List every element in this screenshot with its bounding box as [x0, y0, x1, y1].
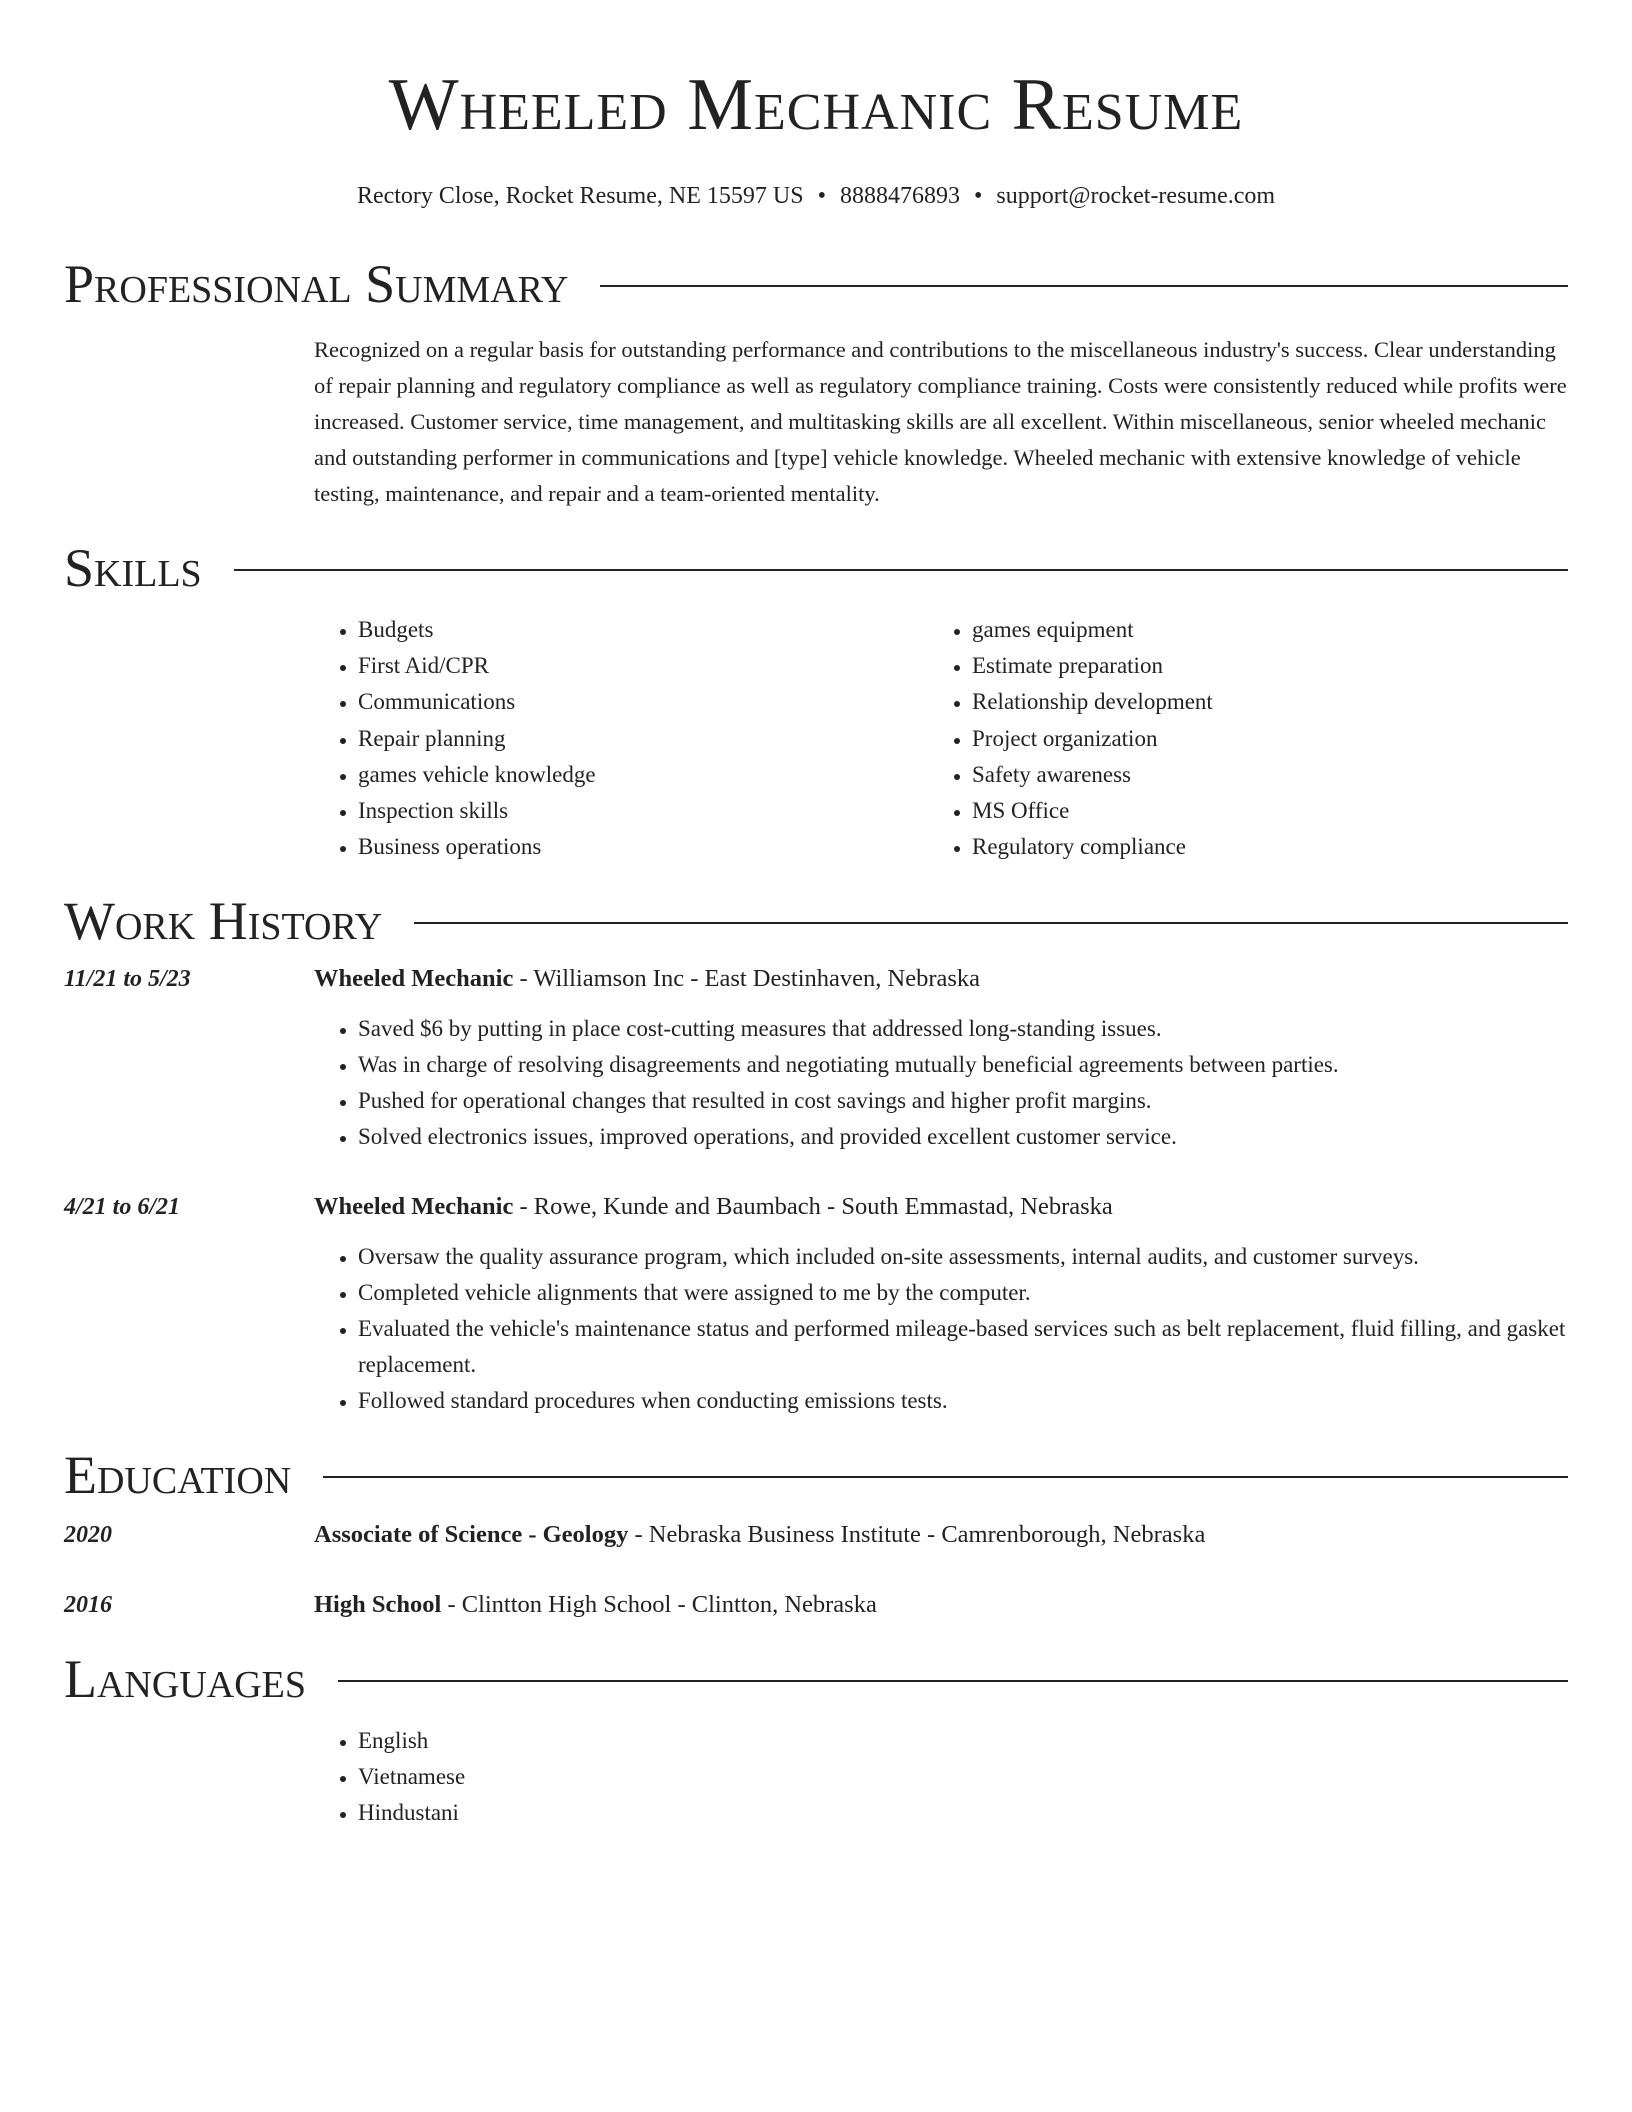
section-divider — [338, 1680, 1568, 1682]
work-history-header — [64, 891, 1568, 951]
job-headline — [314, 1189, 1568, 1225]
resume-title: Wheeled Mechanic Resume — [388, 64, 1244, 146]
job-title: Wheeled Mechanic — [314, 965, 514, 993]
skills-column-left — [314, 612, 928, 865]
education-header — [64, 1445, 1568, 1505]
job-entry — [64, 1189, 1568, 1419]
section-divider — [414, 922, 1568, 924]
skill-item: • Business operations — [358, 829, 928, 865]
skill-item: • MS Office — [972, 793, 1542, 829]
education-year: 2020 — [64, 1522, 112, 1549]
section-divider — [234, 569, 1568, 571]
skill-item: • Communications — [358, 684, 928, 720]
education-details: - Clintton High School - Clintton, Nebraska — [441, 1591, 877, 1619]
languages-heading: Languages — [64, 1649, 306, 1710]
education-heading: Education — [64, 1445, 292, 1506]
skill-item: • First Aid/CPR — [358, 648, 928, 684]
section-divider — [600, 285, 1568, 287]
contact-email: support@rocket-resume.com — [996, 183, 1276, 209]
job-dates: 4/21 to 6/21 — [64, 1194, 181, 1221]
education-headline — [314, 1587, 1568, 1623]
job-bullet: • Pushed for operational changes that resulted in cost savings and higher profit margins. — [358, 1083, 1568, 1119]
education-details: - Nebraska Business Institute - Camrenborough, Nebraska — [628, 1521, 1206, 1549]
skill-item: • Inspection skills — [358, 793, 928, 829]
languages-header — [64, 1649, 1568, 1709]
job-bullet: • Followed standard procedures when conducting emissions tests. — [358, 1383, 1568, 1419]
contact-phone: 8888476893 — [839, 183, 960, 209]
language-item: • English — [358, 1723, 1568, 1759]
education-degree: Associate of Science - Geology — [314, 1521, 629, 1549]
section-divider — [323, 1476, 1568, 1478]
skill-item: • Relationship development — [972, 684, 1542, 720]
skill-item: • Regulatory compliance — [972, 829, 1542, 865]
summary-text: Recognized on a regular basis for outstanding performance and contributions to the miscellaneous industry's success. Clear understanding of repair planning and regulatory compliance as well as regulatory compliance training. Costs were consistently reduced while profits were increased. Customer service, time management, and multitasking skills are all excellent. Within miscellaneous, senior wheeled mechanic and outstanding performer in communications and [type] vehicle knowledge. Wheeled mechanic with extensive knowledge of vehicle testing, maintenance, and repair and a team-oriented mentality. — [314, 337, 1567, 506]
language-item: • Hindustani — [358, 1795, 1568, 1831]
education-content — [314, 1587, 1568, 1623]
job-bullet: • Evaluated the vehicle's maintenance status and performed mileage-based services such as belt replacement, fluid filling, and gasket replacement. — [358, 1311, 1568, 1383]
job-bullet: • Oversaw the quality assurance program, which included on-site assessments, internal audits, and customer surveys. — [358, 1239, 1568, 1275]
job-content — [314, 961, 1568, 1155]
contact-line — [64, 180, 1568, 212]
skill-item: • Safety awareness — [972, 757, 1542, 793]
job-dates: 11/21 to 5/23 — [64, 966, 191, 993]
education-content — [314, 1517, 1568, 1553]
skill-item: • games vehicle knowledge — [358, 757, 928, 793]
work-history-heading: Work History — [64, 891, 383, 952]
job-bullet: • Saved $6 by putting in place cost-cutting measures that addressed long-standing issues. — [358, 1011, 1568, 1047]
skill-item: • Project organization — [972, 721, 1542, 757]
education-headline — [314, 1517, 1568, 1553]
job-content — [314, 1189, 1568, 1419]
education-entry — [64, 1517, 1568, 1553]
skill-item: • Budgets — [358, 612, 928, 648]
job-bullet: • Solved electronics issues, improved operations, and provided excellent customer service. — [358, 1119, 1568, 1155]
skills-column-right — [928, 612, 1542, 865]
languages-items — [314, 1723, 1568, 1831]
education-entry — [64, 1587, 1568, 1623]
skills-header — [64, 538, 1568, 598]
languages-list — [314, 1723, 1568, 1831]
languages-section — [64, 1649, 1568, 1831]
education-year: 2016 — [64, 1592, 112, 1619]
summary-section — [64, 254, 1568, 512]
job-bullets — [314, 1239, 1568, 1419]
contact-separator: • — [973, 183, 983, 209]
work-history-section — [64, 891, 1568, 1419]
job-bullet: • Was in charge of resolving disagreements and negotiating mutually beneficial agreements between parties. — [358, 1047, 1568, 1083]
job-details: - Rowe, Kunde and Baumbach - South Emmastad, Nebraska — [513, 1193, 1113, 1221]
contact-address: Rectory Close, Rocket Resume, NE 15597 US — [356, 183, 804, 209]
education-section — [64, 1445, 1568, 1623]
job-title: Wheeled Mechanic — [314, 1193, 514, 1221]
job-bullets — [314, 1011, 1568, 1155]
job-bullet: • Completed vehicle alignments that were assigned to me by the computer. — [358, 1275, 1568, 1311]
skill-item: • Repair planning — [358, 721, 928, 757]
language-item: • Vietnamese — [358, 1759, 1568, 1795]
skills-list — [314, 612, 1568, 865]
education-degree: High School — [314, 1591, 442, 1619]
skill-item: • Estimate preparation — [972, 648, 1542, 684]
contact-separator: • — [817, 183, 826, 209]
job-entry — [64, 961, 1568, 1155]
summary-header — [64, 254, 1568, 314]
job-headline — [314, 961, 1568, 997]
skill-item: • games equipment — [972, 612, 1542, 648]
summary-heading: Professional Summary — [64, 254, 569, 314]
skills-heading: Skills — [64, 538, 202, 598]
job-details: - Williamson Inc - East Destinhaven, Nebraska — [513, 965, 981, 993]
skills-section — [64, 538, 1568, 865]
